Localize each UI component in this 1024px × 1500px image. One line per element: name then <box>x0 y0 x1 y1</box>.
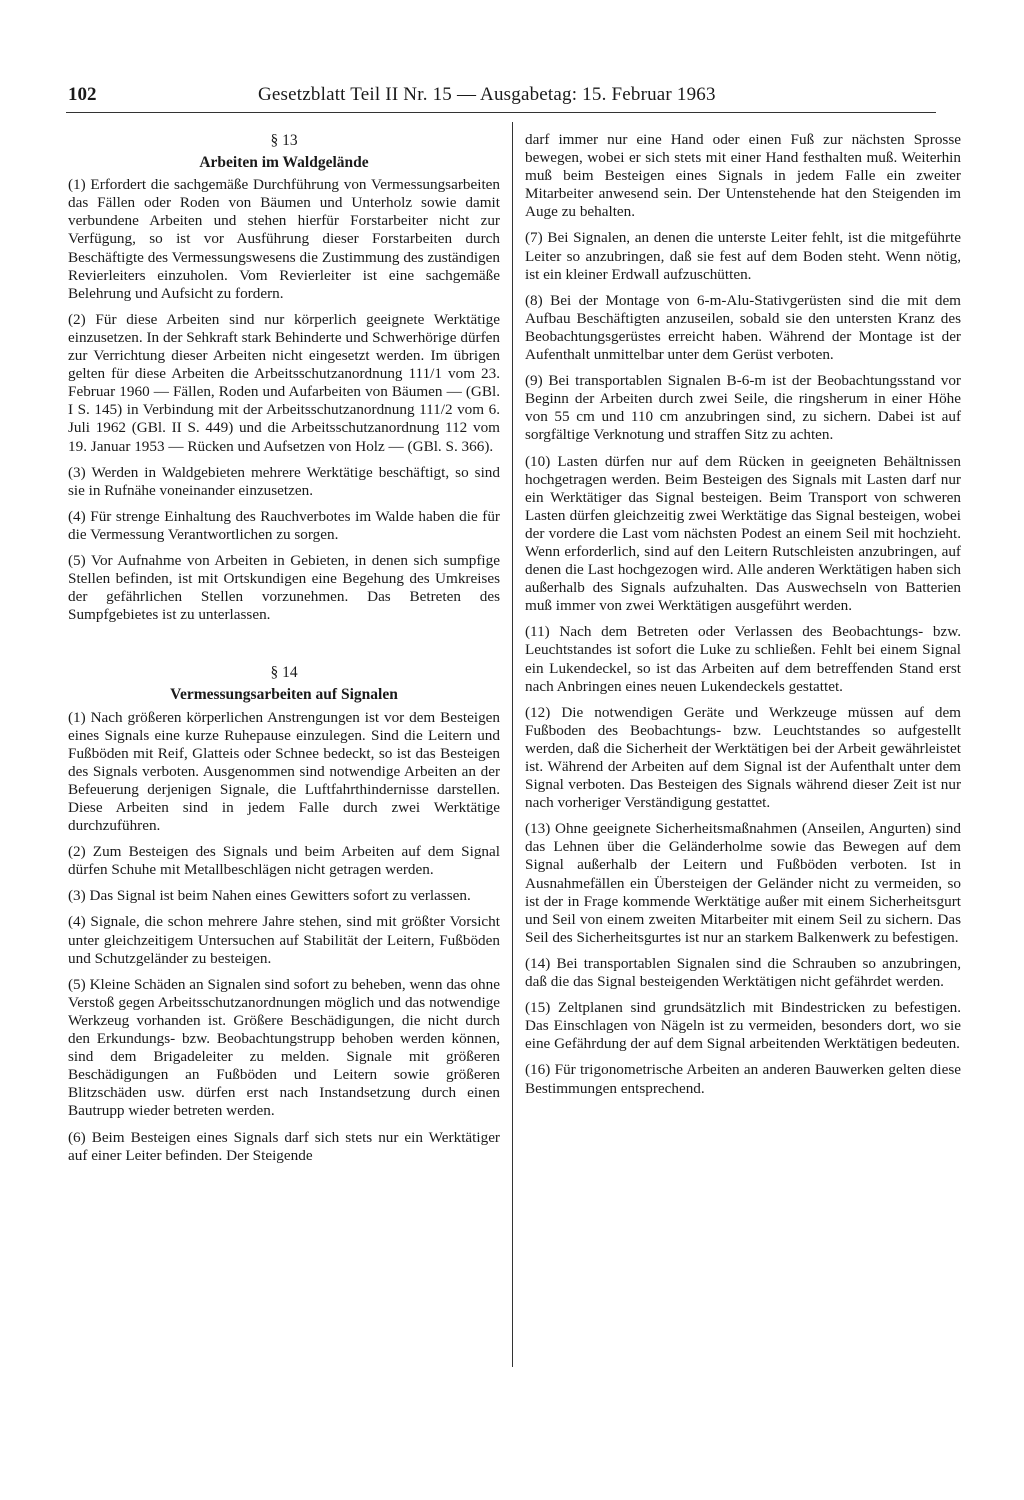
s13-paragraph-2: (2) Für diese Arbeiten sind nur körperlich geeignete Werktätige einzusetzen. In der Sehkraft stark Behinderte und Schwerhörige dürfen zur Verrichtung dieser Arbeiten nicht eingesetzt werden. Im übrigen gelten für diese Arbeiten die Arbeitsschutzanordnung 111/1 vom 23. Februar 1960 — Fällen, Roden und Aufarbeiten von Bäumen — (GBl. I S. 145) in Verbindung mit der Arbeitsschutzanordnung 111/2 vom 6. Juli 1962 (GBl. II S. 449) und die Arbeitsschutzanordnung 112 vom 19. Januar 1953 — Rücken und Aufsetzen von Holz — (GBl. S. 366). <box>68 310 500 455</box>
s14-paragraph-1: (1) Nach größeren körperlichen Anstrengungen ist vor dem Besteigen eines Signals eine kurze Ruhepause einzulegen. Sind die Leitern und Fußböden mit Reif, Glatteis oder Schnee bedeckt, so ist das Besteigen des Signals verboten. Ausgenommen sind notwendige Arbeiten an der Befeuerung derjenigen Signale, die Luftfahrthindernisse darstellen. Diese Arbeiten sind in jedem Falle durch zwei Werktätige durchzuführen. <box>68 708 500 835</box>
section-13-number: § 13 <box>270 132 298 149</box>
s14-paragraph-9: (9) Bei transportablen Signalen B-6-m ist der Beobachtungsstand vor Beginn der Arbeiten durch zwei Seile, die ringsherum in einer Höhe von 55 cm und 110 cm anzubringen sind, zu sichern. Dabei ist auf sorgfältige Verknotung und straffen Sitz zu achten. <box>525 372 961 444</box>
section-spacer <box>68 632 500 658</box>
s14-paragraph-16: (16) Für trigonometrische Arbeiten an anderen Bauwerken gelten diese Bestimmungen entsprechend. <box>525 1061 961 1097</box>
s14-paragraph-11: (11) Nach dem Betreten oder Verlassen des Beobachtungs- bzw. Leuchtstandes ist sofort die Luke zu schließen. Fehlt bei einem Signal ein Lukendeckel, so ist das Arbeiten auf dem betreffenden Stand erst nach Anbringen eines neuen Lukendeckels gestattet. <box>525 623 961 695</box>
s13-paragraph-3: (3) Werden in Waldgebieten mehrere Werktätige beschäftigt, so sind sie in Rufnähe voneinander einzusetzen. <box>68 463 500 499</box>
s13-paragraph-5: (5) Vor Aufnahme von Arbeiten in Gebieten, in denen sich sumpfige Stellen befinden, ist mit Ortskundigen eine Begehung des Umkreises der gefährlichen Stellen vorzunehmen. Das Betreten des Sumpfgebietes ist zu unterlassen. <box>68 551 500 624</box>
s14-paragraph-12: (12) Die notwendigen Geräte und Werkzeuge müssen auf dem Fußboden des Beobachtungs- bzw. Leuchtstandes so aufgestellt werden, daß die Sicherheit der Werktätigen bei der Arbeit gewährleistet ist. Während der Arbeiten auf dem Signal ist der Aufenthalt unter dem Signal verboten. Das Besteigen des Signals während dieser Zeit ist nur nach vorheriger Verständigung gestattet. <box>525 703 961 812</box>
right-column <box>525 131 961 1106</box>
s14-paragraph-4: (4) Signale, die schon mehrere Jahre stehen, sind mit größter Vorsicht unter gleichzeitigem Untersuchen auf Stabilität der Leitern, Fußböden und Schutzgeländer zu besteigen. <box>68 913 500 967</box>
s14-paragraph-8: (8) Bei der Montage von 6-m-Alu-Stativgerüsten sind die mit dem Aufbau Beschäftigten anzuseilen, sobald sie den untersten Kranz des Beobachtungsgerüstes erreicht haben. Während der Montage ist der Aufenthalt unmittelbar unter dem Gerüst verboten. <box>525 291 961 364</box>
s14-paragraph-7: (7) Bei Signalen, an denen die unterste Leiter fehlt, ist die mitgeführte Leiter so anzubringen, daß sie fest auf dem Boden steht. Wenn nötig, ist ein kleiner Erdwall aufzuschütten. <box>525 229 961 283</box>
section-14-title: Vermessungsarbeiten auf Signalen <box>170 686 398 704</box>
s14-paragraph-6-continued: darf immer nur eine Hand oder einen Fuß zur nächsten Sprosse bewegen, wobei er sich stets mit einer Hand festhalten muß. Weiterhin muß beim Besteigen eines Signals in jedem Falle ein zweiter Mitarbeiter anwesend sein. Der Untenstehende hat den Steigenden im Auge zu behalten. <box>525 131 961 221</box>
s14-paragraph-15: (15) Zeltplanen sind grundsätzlich mit Bindestricken zu befestigen. Das Einschlagen von Nägeln ist zu vermeiden, besonders dort, wo sie eine Gefährdung der auf dem Signal arbeitenden Werktätigen bedeuten. <box>525 999 961 1053</box>
left-column <box>68 126 500 1173</box>
publication-title: Gesetzblatt Teil II Nr. 15 — Ausgabetag: 15. Februar 1963 <box>258 84 716 105</box>
s14-paragraph-5: (5) Kleine Schäden an Signalen sind sofort zu beheben, wenn das ohne Verstoß gegen Arbeitsschutzanordnungen möglich und das notwendige Werkzeug vorhanden ist. Größere Beschädigungen, die nicht durch den Erkundungs- bzw. Beobachtungstrupp behoben werden können, sind dem Brigadeleiter zu melden. Signale mit größeren Beschädigungen an Fußböden und Leitern sowie größeren Blitzschäden usw. dürfen erst nach Instandsetzung durch einen Bautrupp wieder betreten werden. <box>68 975 500 1120</box>
s14-paragraph-13: (13) Ohne geeignete Sicherheitsmaßnahmen (Anseilen, Angurten) sind das Lehnen über die Geländerholme sowie das Bewegen auf dem Signal außerhalb der Leitern und Fußböden verboten. Ist in Ausnahmefällen ein Übersteigen der Geländer nicht zu vermeiden, so ist der in Frage kommende Werktätige außer mit einem Sicherheitsgurt und Seil von einem zweiten Mitarbeiter mit einem Seil zu sichern. Das Seil des Sicherheitsgurtes ist nur an starkem Balkenwerk zu befestigen. <box>525 820 961 946</box>
s14-paragraph-14: (14) Bei transportablen Signalen sind die Schrauben so anzubringen, daß die das Signal besteigenden Werktätigen nicht gefährdet werden. <box>525 954 961 991</box>
s13-paragraph-4: (4) Für strenge Einhaltung des Rauchverbotes im Walde haben die für die Vermessung Verantwortlichen zu sorgen. <box>68 507 500 543</box>
s14-paragraph-10: (10) Lasten dürfen nur auf dem Rücken in geeigneten Behältnissen hochgetragen werden. Beim Besteigen des Signals mit Lasten darf nur ein Werktätiger das Signal besteigen. Beim Transport von schweren Lasten dürfen gleichzeitig zwei Werktätige das Signal besteigen, wobei der vordere die Last vom nächsten Podest an einem Seil mit hochzieht. Wenn erforderlich, sind auf den Leitern Rutschleisten anzubringen, auf denen die Last hochgezogen wird. Alle anderen Werktätigen haben sich außerhalb des Signals aufzuhalten. Das Auswechseln von Batterien muß immer von zwei Werktätigen ausgeführt werden. <box>525 452 961 615</box>
s13-paragraph-1: (1) Erfordert die sachgemäße Durchführung von Vermessungsarbeiten das Fällen oder Roden von Bäumen und Unterholz sowie damit verbundene Arbeiten und stehen hierfür Forstarbeiter nicht zur Verfügung, so ist vor Ausführung dieser Forstarbeiten durch Beschäftigte des Vermessungswesens die Zustimmung des zuständigen Revierleiters einzuholen. Vom Revierleiter ist eine sachgemäße Belehrung und Aufsicht zu fordern. <box>68 176 500 302</box>
page-header <box>68 84 968 114</box>
s14-paragraph-6: (6) Beim Besteigen eines Signals darf sich stets nur ein Werktätiger auf einer Leiter befinden. Der Steigende <box>68 1128 500 1164</box>
s14-paragraph-2: (2) Zum Besteigen des Signals und beim Arbeiten auf dem Signal dürfen Schuhe mit Metallbeschlägen nicht getragen werden. <box>68 843 500 879</box>
page-number: 102 <box>68 84 97 105</box>
section-13-title: Arbeiten im Waldgelände <box>199 154 369 172</box>
section-14-number: § 14 <box>270 664 298 682</box>
column-divider <box>512 122 513 1367</box>
s14-paragraph-3: (3) Das Signal ist beim Nahen eines Gewitters sofort zu verlassen. <box>68 887 471 905</box>
header-rule <box>66 112 936 113</box>
